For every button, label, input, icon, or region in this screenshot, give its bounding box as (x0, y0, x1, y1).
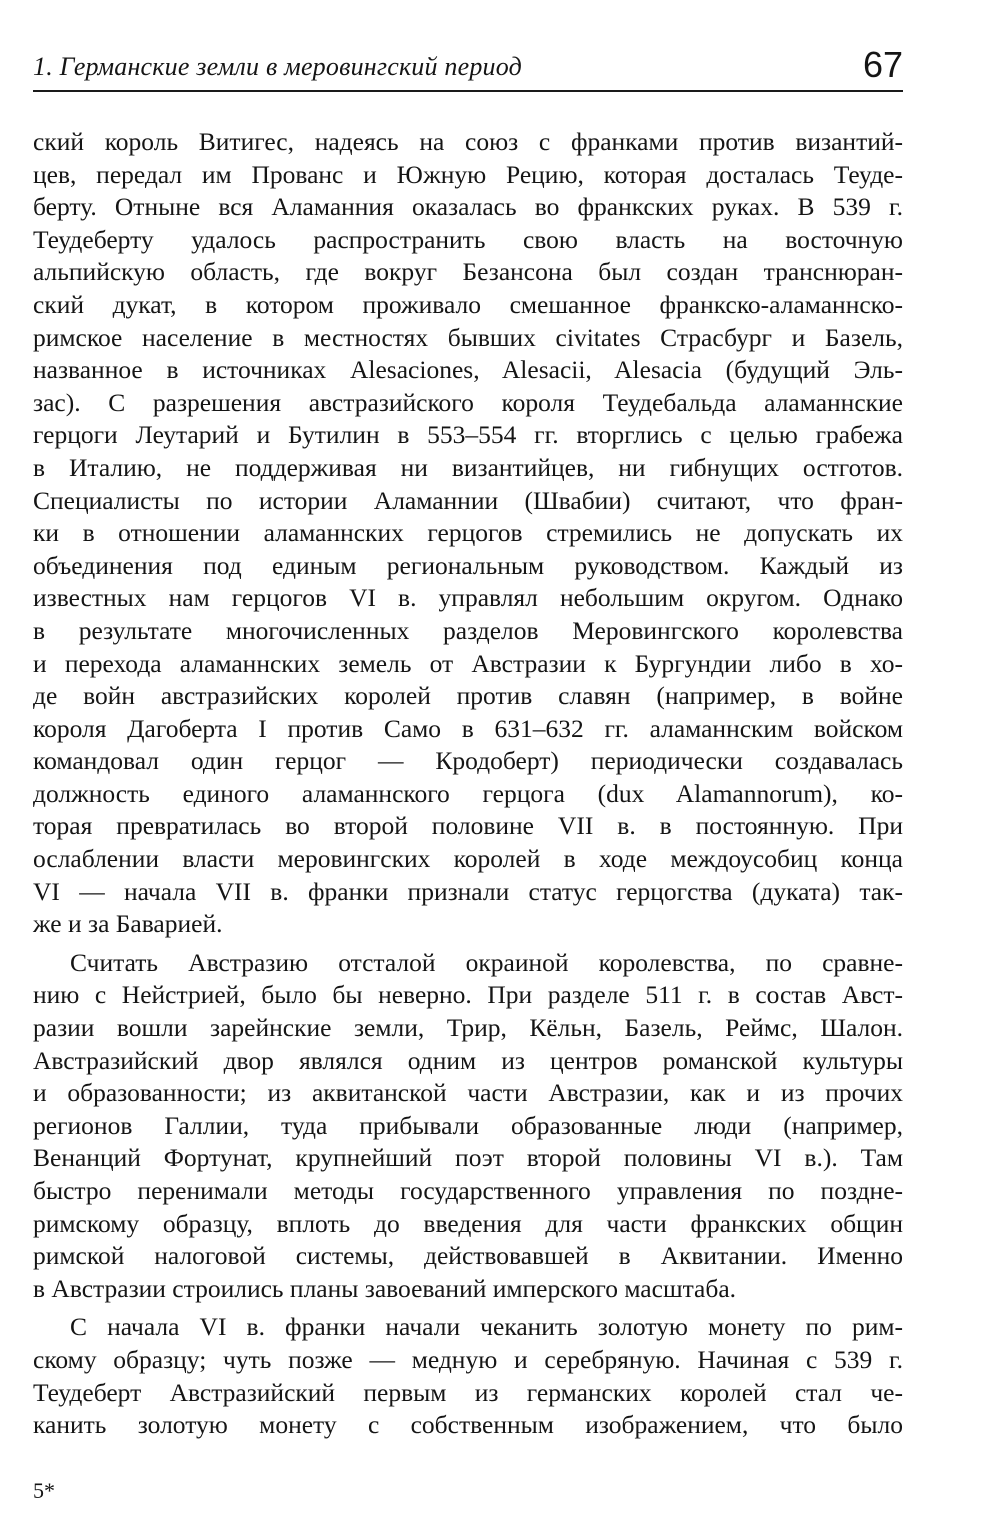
text-line: римскому образцу, вплоть до введения для части франкских общин (33, 1208, 903, 1238)
text-line: быстро перенимали методы государственного управления по поздне- (33, 1176, 903, 1205)
text-line: зас). С разрешения австразийского короля Теудебальда аламаннские (33, 387, 903, 417)
text-line: скому образцу; чуть позже — медную и серебряную. Начиная с 539 г. (33, 1344, 903, 1374)
text-line: римское население в местностях бывших civitates Страсбург и Базель, (33, 322, 903, 352)
text-line: канить золотую монету с собственным изображением, что было (33, 1410, 903, 1440)
text-line: регионов Галлии, туда прибывали образованные люди (например, (33, 1110, 903, 1140)
text-line: объединения под единым региональным руководством. Каждый из (33, 550, 903, 580)
text-line: римской налоговой системы, действовавшей в Аквитании. Именно (33, 1241, 903, 1271)
text-line: С начала VI в. франки начали чеканить золотую монету по рим- (70, 1312, 903, 1342)
text-line: и перехода аламаннских земель от Австразии к Бургундии либо в хо- (33, 648, 903, 678)
text-line: ский дукат, в котором проживало смешанное франкско-аламаннско- (33, 289, 903, 319)
body-text (33, 126, 903, 1442)
text-line: же и за Баварией. (33, 909, 223, 939)
text-line: Специалисты по истории Аламаннии (Швабии) считают, что фран- (33, 485, 903, 515)
text-line: ки в отношении аламаннских герцогов стремились не допускать их (33, 518, 903, 548)
paragraph-1 (33, 126, 903, 941)
paragraph-2 (33, 947, 903, 1306)
text-line: цев, передал им Прованс и Южную Рецию, которая досталась Теуде- (33, 159, 903, 189)
text-line: Считать Австразию отсталой окраиной королевства, по сравне- (70, 947, 903, 977)
text-line: VI — начала VII в. франки признали статус герцогства (дуката) так- (33, 876, 903, 906)
signature-mark: 5* (33, 1478, 55, 1503)
text-line: в Австразии строились планы завоеваний имперского масштаба. (33, 1273, 737, 1303)
text-line: торая превратилась во второй половине VII в. в постоянную. При (33, 811, 903, 841)
text-line: разии вошли зарейнские земли, Трир, Кёльн, Базель, Реймс, Шалон. (33, 1013, 903, 1043)
running-head (33, 44, 903, 88)
text-line: альпийскую область, где вокруг Безансона был создан транснюран- (33, 257, 903, 287)
page-number: 67 (862, 44, 903, 85)
text-line: Теудеберт Австразийский первым из германских королей стал че- (33, 1377, 903, 1407)
text-line: ослаблении власти меровингских королей в ходе междоусобиц конца (33, 844, 903, 874)
text-line: нию с Нейстрией, было бы неверно. При разделе 511 г. в состав Авст- (33, 980, 903, 1010)
text-line: герцоги Леутарий и Бутилин в 553–554 гг. вторглись с целью грабежа (33, 420, 903, 450)
text-line: должность единого аламаннского герцога (dux Alamannorum), ко- (33, 778, 903, 808)
text-line: и образованности; из аквитанской части Австразии, как и из прочих (33, 1078, 903, 1108)
text-line: Австразийский двор являлся одним из центров романской культуры (33, 1045, 903, 1075)
text-line: Венанций Фортунат, крупнейший поэт второй половины VI в.). Там (33, 1143, 903, 1173)
text-line: названное в источниках Alesaciones, Alesacii, Alesacia (будущий Эль- (33, 355, 903, 385)
text-line: Теудеберту удалось распространить свою власть на восточную (33, 224, 903, 254)
text-line: командовал один герцог — Кродоберт) периодически создавалась (33, 746, 903, 776)
text-line: де войн австразийских королей против славян (например, в войне (33, 681, 903, 711)
text-line: ский король Витигес, надеясь на союз с франками против византий- (33, 127, 903, 156)
text-line: известных нам герцогов VI в. управлял небольшим округом. Однако (33, 583, 903, 613)
header-rule (33, 90, 903, 92)
running-title: 1. Германские земли в меровингский период (33, 52, 522, 81)
text-line: в Италию, не поддерживая ни византийцев, ни гибнущих остготов. (33, 452, 903, 482)
paragraph-3 (33, 1311, 903, 1441)
text-line: короля Дагоберта I против Само в 631–632 гг. аламаннским войском (33, 713, 903, 743)
text-line: в результате многочисленных разделов Меровингского королевства (33, 615, 903, 645)
text-line: берту. Отныне вся Аламанния оказалась во франкских руках. В 539 г. (33, 192, 903, 222)
